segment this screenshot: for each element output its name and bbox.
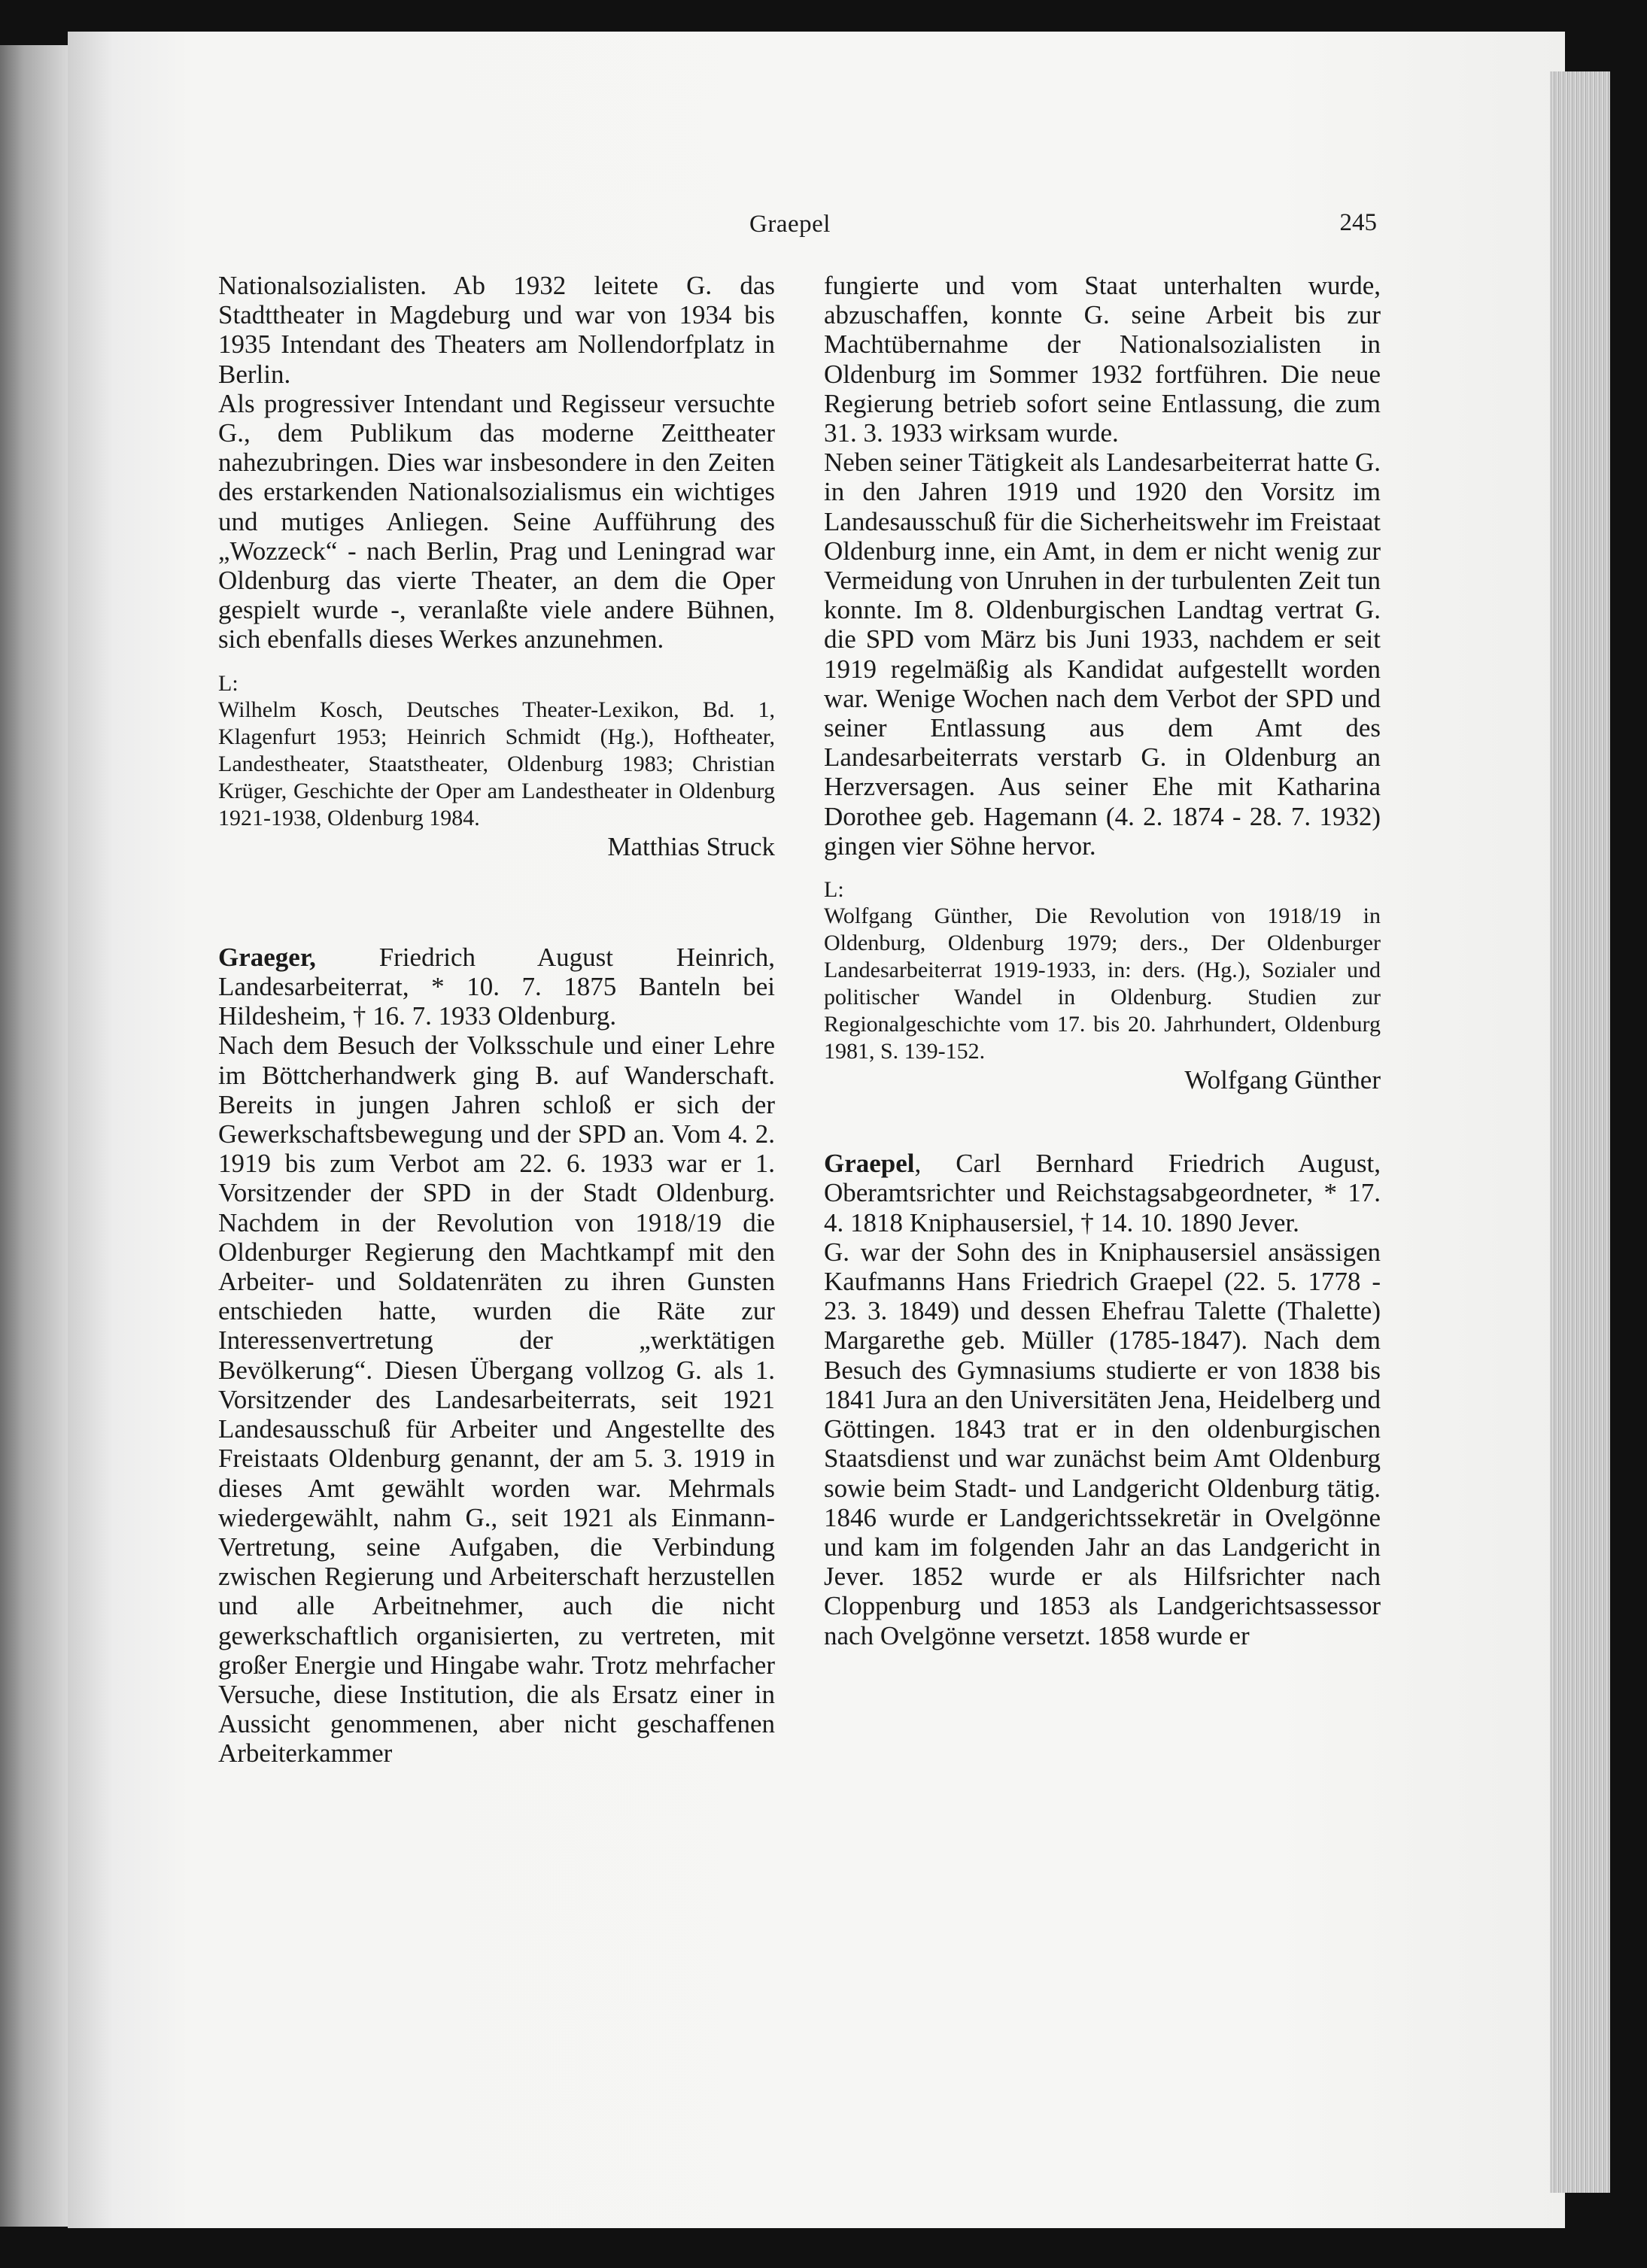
facing-page-edge <box>0 45 68 2227</box>
literature-text: Wilhelm Kosch, Deutsches Theater-Lexikon, Bd. 1, Klagenfurt 1953; Heinrich Schmidt (Hg.), Hoftheater, Landestheater, Staatstheater, Oldenburg 1983; Christian Krüger, Geschichte der Oper am Landestheater in Oldenburg 1921-1938, Oldenburg 1984. <box>218 697 775 830</box>
paragraph: Nationalsozialisten. Ab 1932 leitete G. das Stadttheater in Magdeburg und war von 1934 bis 1935 Intendant des Theaters am Nollendorfplatz in Berlin. <box>218 271 775 389</box>
page-number: 245 <box>1339 209 1377 236</box>
entry-heading <box>218 943 775 1031</box>
entry-lemma: Graeger, <box>218 942 316 972</box>
paragraph: fungierte und vom Staat unterhalten wurde, abzuschaffen, konnte G. seine Arbeit bis zur Machtübernahme der Nationalsozialisten in Oldenburg im Sommer 1932 fortführen. Die neue Regierung betrieb sofort seine Entlassung, die zum 31. 3. 1933 wirksam wurde. <box>824 271 1381 448</box>
entry-gap <box>824 1095 1381 1149</box>
entry-body: Nach dem Besuch der Volksschule und einer Lehre im Böttcherhandwerk ging B. auf Wanderschaft. Bereits in jungen Jahren schloß er sich der Gewerkschaftsbewegung und der SPD an. Vom 4. 2. 1919 bis zum Verbot am 22. 6. 1933 war er 1. Vorsitzender der SPD in der Stadt Oldenburg. Nachdem in der Revolution von 1918/19 die Oldenburger Regierung den Machtkampf mit den Arbeiter- und Soldatenräten zu ihren Gunsten entschieden hatte, wurden die Räte zur Interessenvertretung der „werktätigen Bevölkerung“. Diesen Übergang vollzog G. als 1. Vorsitzender des Landesarbeiterrats, seit 1921 Landesausschuß für Arbeiter und Angestellte des Freistaats Oldenburg genannt, der am 5. 3. 1919 in dieses Amt gewählt worden war. Mehrmals wiedergewählt, nahm G., seit 1921 als Einmann-Vertretung, seine Aufgaben, die Verbindung zwischen Regierung und Arbeiterschaft herzustellen und alle Arbeitnehmer, auch die nicht gewerkschaftlich organisierten, zu vertreten, mit großer Energie und Hingabe wahr. Trotz mehrfacher Versuche, diese Institution, die als Ersatz einer in Aussicht genommenen, aber nicht geschaffenen Arbeiterkammer <box>218 1031 775 1769</box>
literature-text: Wolfgang Günther, Die Revolution von 1918/19 in Oldenburg, Oldenburg 1979; ders., Der Oldenburger Landesarbeiterrat 1919-1933, in: ders. (Hg.), Sozialer und politischer Wandel in Oldenburg. Studien zur Regionalgeschichte vom 17. bis 20. Jahrhundert, Oldenburg 1981, S. 139-152. <box>824 903 1381 1064</box>
literature-label: L: <box>824 877 844 903</box>
entry-heading <box>824 1149 1381 1237</box>
author-signature: Wolfgang Günther <box>1184 1065 1381 1095</box>
entry-head-text: , Carl Bernhard Friedrich August, Oberamtsrichter und Reichstagsabgeordneter, * 17. 4. 1818 Kniphausersiel, † 14. 10. 1890 Jever. <box>824 1149 1381 1237</box>
entry-gap <box>218 861 775 943</box>
left-column <box>218 271 775 1769</box>
paragraph: Als progressiver Intendant und Regisseur versuchte G., dem Publikum das moderne Zeittheater nahezubringen. Dies war insbesondere in den Zeiten des erstarkenden Nationalsozialismus ein wichtiges und mutiges Anliegen. Seine Aufführung des „Wozzeck“ - nach Berlin, Prag und Leningrad war Oldenburg das vierte Theater, an dem die Oper gespielt wurde -, veranlaßte viele andere Bühnen, sich ebenfalls dieses Werkes anzunehmen. <box>218 388 775 654</box>
entry-body: G. war der Sohn des in Kniphausersiel ansässigen Kaufmanns Hans Friedrich Graepel (22. 5. 1778 - 23. 3. 1849) und dessen Ehefrau Talette (Thalette) Margarethe geb. Müller (1785-1847). Nach dem Besuch des Gymnasiums studierte er von 1838 bis 1841 Jura an den Universitäten Jena, Heidelberg und Göttingen. 1843 trat er in den oldenburgischen Staatsdienst und war zunächst beim Amt Oldenburg sowie beim Stadt- und Landgericht Oldenburg tätig. 1846 wurde er Landgerichtssekretär in Ovelgönne und kam im folgenden Jahr an das Landgericht in Jever. 1852 wurde er als Hilfsrichter nach Cloppenburg und 1853 als Landgerichtsassessor nach Ovelgönne versetzt. 1858 wurde er <box>824 1237 1381 1650</box>
entry-lemma: Graepel <box>824 1149 915 1179</box>
entry-head-text: Friedrich August Heinrich, Landesarbeiterrat, * 10. 7. 1875 Banteln bei Hildesheim, † 16. 7. 1933 Oldenburg. <box>218 942 775 1031</box>
running-header: Graepel <box>749 211 831 238</box>
paragraph: Neben seiner Tätigkeit als Landesarbeiterrat hatte G. in den Jahren 1919 und 1920 den Vorsitz im Landesausschuß für die Sicherheitswehr im Freistaat Oldenburg inne, ein Amt, in dem er nicht wenig zur Vermeidung von Unruhen in der turbulenten Zeit tun konnte. Im 8. Oldenburgischen Landtag vertrat G. die SPD vom März bis Juni 1933, nachdem er seit 1919 regelmäßig als Kandidat aufgestellt worden war. Wenige Wochen nach dem Verbot der SPD und seiner Entlassung aus dem Amt des Landesarbeiterrats verstarb G. in Oldenburg an Herzversagen. Aus seiner Ehe mit Katharina Dorothee geb. Hagemann (4. 2. 1874 - 28. 7. 1932) gingen vier Söhne hervor. <box>824 448 1381 861</box>
literature-label: L: <box>218 670 239 696</box>
page-edges <box>1550 71 1610 2193</box>
right-column <box>824 271 1381 1650</box>
author-signature: Matthias Struck <box>607 831 775 861</box>
